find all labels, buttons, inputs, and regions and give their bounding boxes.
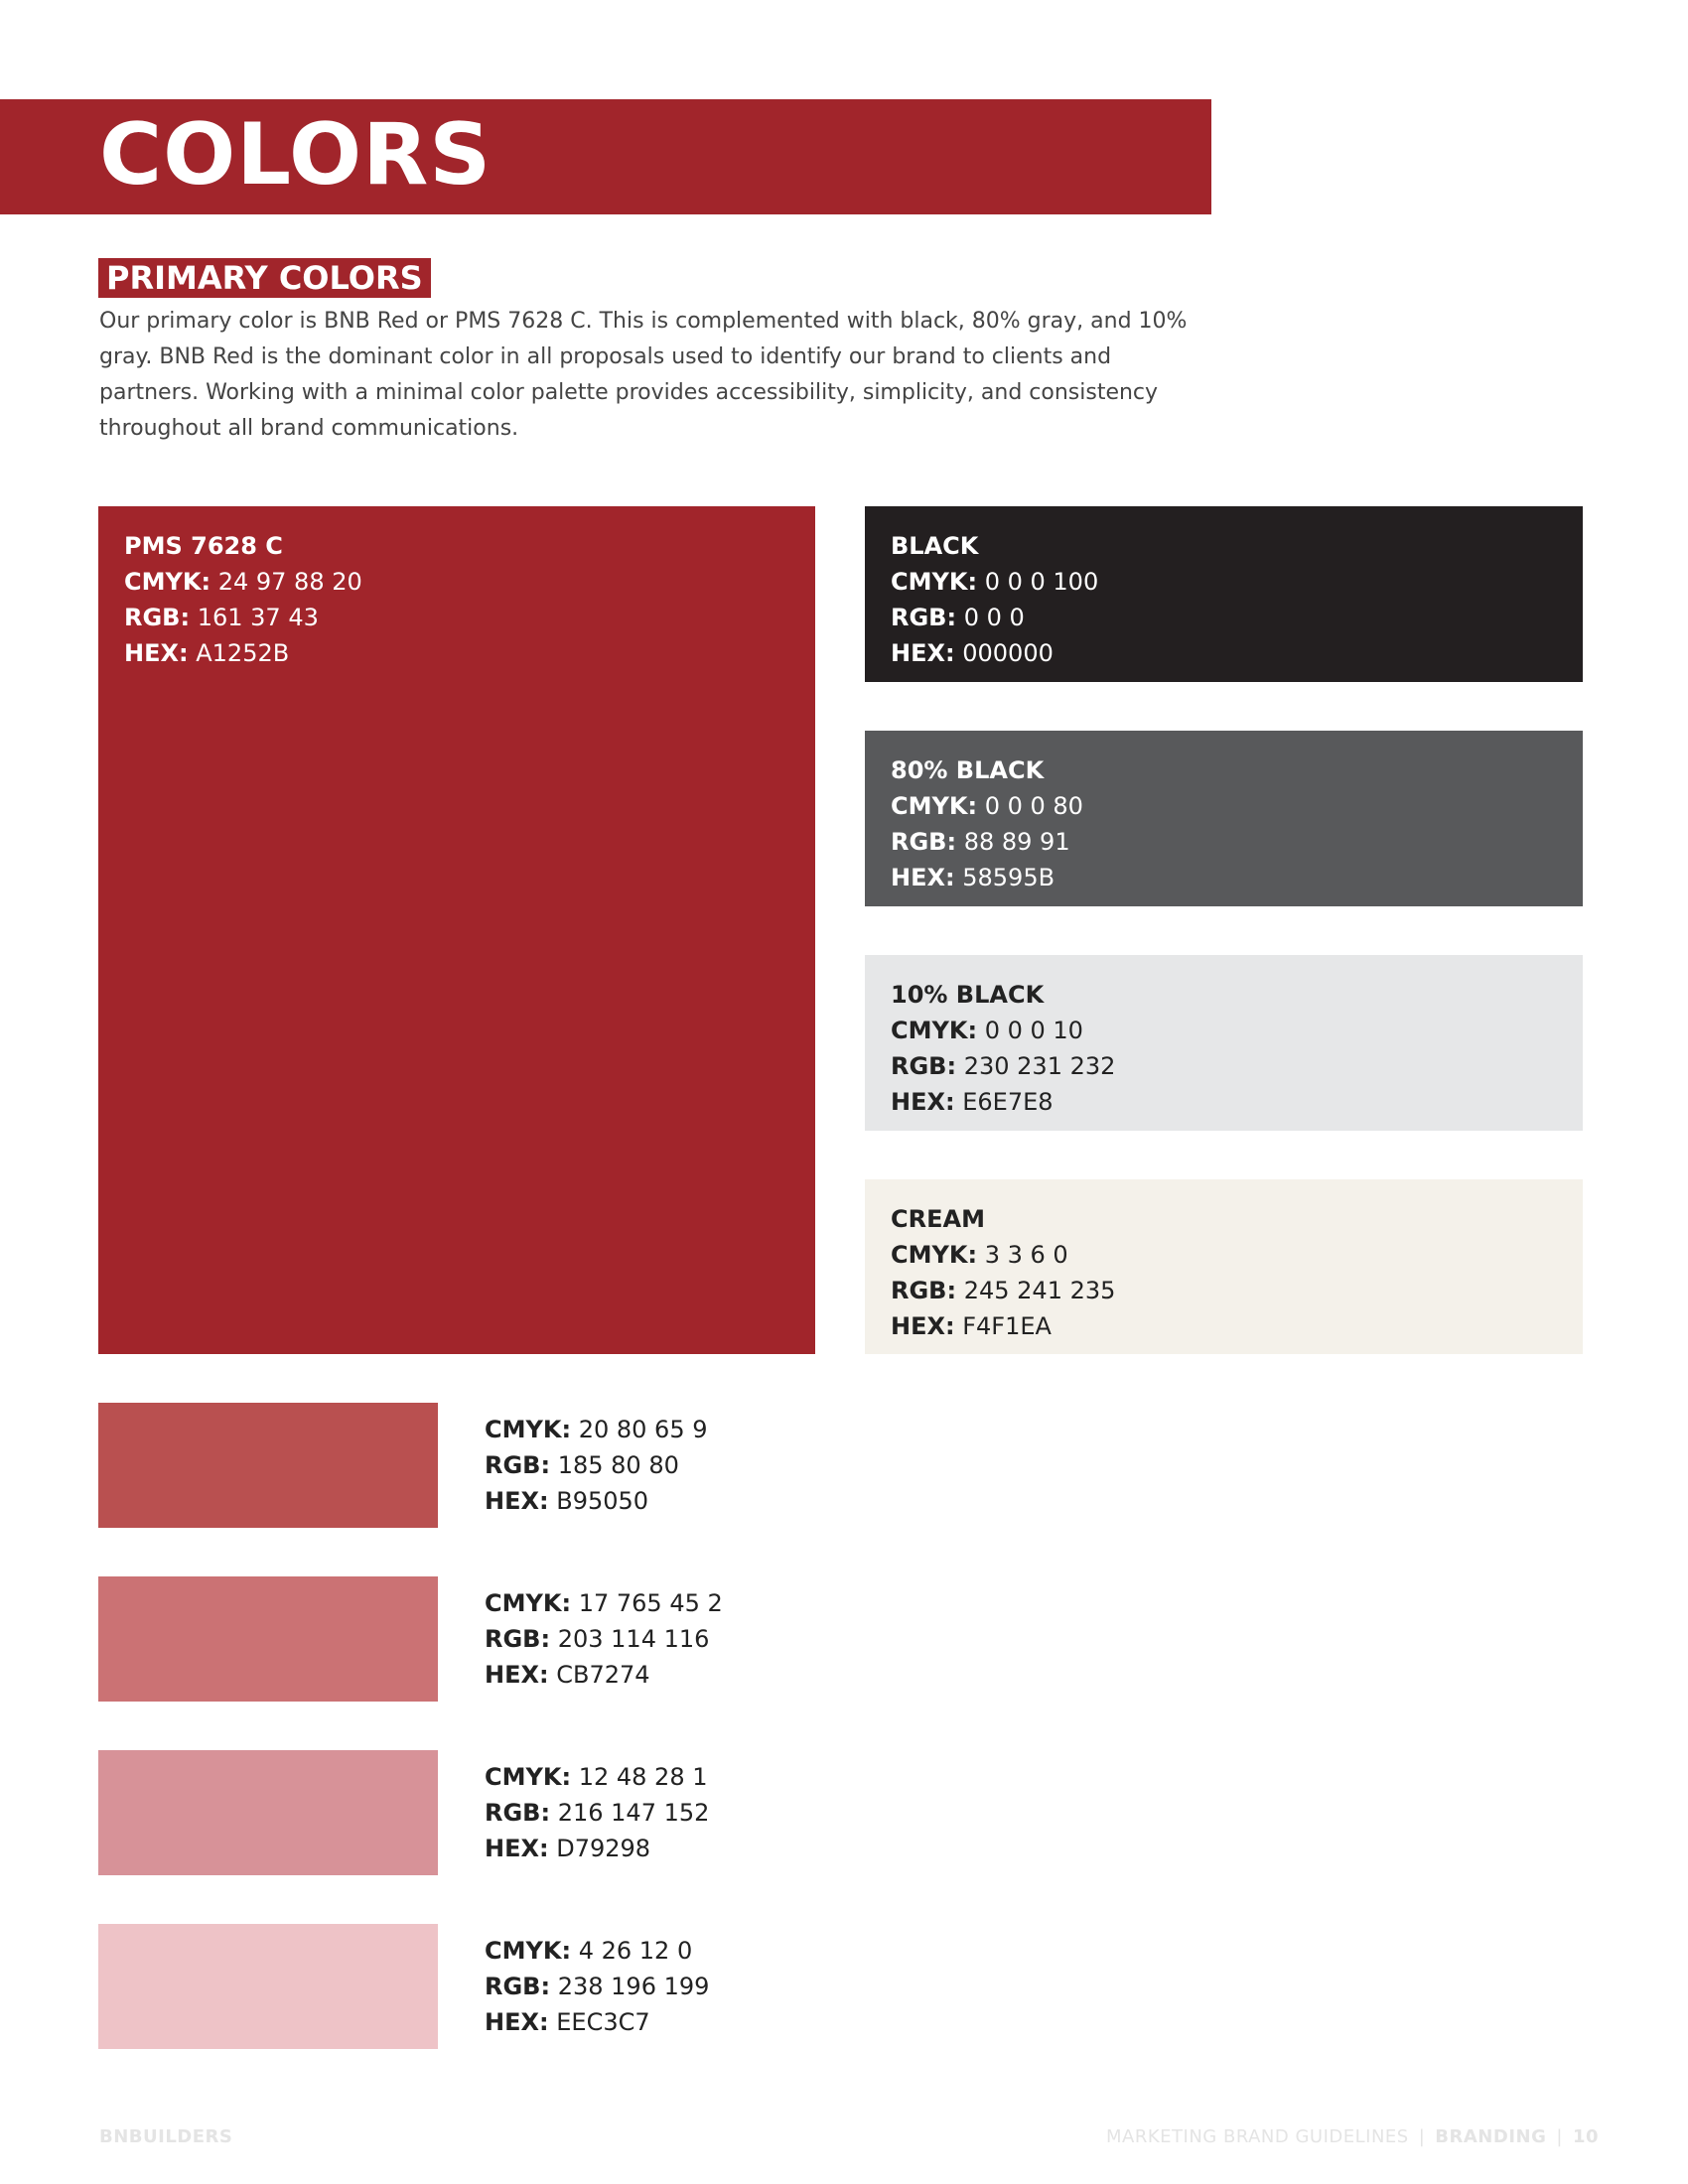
cmyk-value: 20 80 65 9 bbox=[578, 1416, 708, 1443]
swatch-name: PMS 7628 C bbox=[124, 532, 283, 560]
swatch-name: 10% BLACK bbox=[891, 981, 1045, 1009]
hex-label: HEX: bbox=[891, 1088, 955, 1116]
footer-section: BRANDING bbox=[1435, 2126, 1547, 2147]
footer-separator: | bbox=[1556, 2126, 1563, 2147]
footer-guide-title: MARKETING BRAND GUIDELINES bbox=[1106, 2126, 1409, 2147]
hex-value: D79298 bbox=[556, 1835, 651, 1862]
rgb-value: 203 114 116 bbox=[557, 1625, 710, 1653]
hex-label: HEX: bbox=[485, 1835, 549, 1862]
hex-value: F4F1EA bbox=[962, 1312, 1052, 1340]
hex-value: B95050 bbox=[556, 1487, 649, 1515]
rgb-value: 230 231 232 bbox=[963, 1052, 1116, 1080]
cmyk-label: CMYK: bbox=[891, 568, 978, 596]
cmyk-label: CMYK: bbox=[485, 1937, 572, 1965]
page-number: 10 bbox=[1572, 2126, 1599, 2147]
cmyk-value: 0 0 0 80 bbox=[984, 792, 1083, 820]
hex-label: HEX: bbox=[891, 639, 955, 667]
tint-swatch-1 bbox=[98, 1403, 438, 1528]
hex-label: HEX: bbox=[891, 1312, 955, 1340]
hex-value: 58595B bbox=[962, 864, 1055, 891]
rgb-label: RGB: bbox=[485, 1625, 551, 1653]
cmyk-value: 4 26 12 0 bbox=[578, 1937, 693, 1965]
cmyk-label: CMYK: bbox=[124, 568, 211, 596]
hex-label: HEX: bbox=[485, 2008, 549, 2036]
rgb-label: RGB: bbox=[485, 1799, 551, 1827]
hex-label: HEX: bbox=[891, 864, 955, 891]
hex-label: HEX: bbox=[485, 1661, 549, 1689]
hex-value: E6E7E8 bbox=[962, 1088, 1054, 1116]
primary-swatch bbox=[98, 506, 815, 1354]
tint-info-2 bbox=[485, 1585, 723, 1693]
cmyk-label: CMYK: bbox=[485, 1416, 572, 1443]
rgb-label: RGB: bbox=[891, 1277, 957, 1304]
swatch-name: 80% BLACK bbox=[891, 756, 1045, 784]
rgb-value: 238 196 199 bbox=[557, 1973, 710, 2000]
rgb-label: RGB: bbox=[891, 1052, 957, 1080]
rgb-value: 88 89 91 bbox=[963, 828, 1070, 856]
rgb-value: 185 80 80 bbox=[557, 1451, 679, 1479]
swatch-10-black bbox=[865, 955, 1583, 1131]
rgb-label: RGB: bbox=[891, 828, 957, 856]
hex-value: A1252B bbox=[196, 639, 290, 667]
swatch-cream bbox=[865, 1179, 1583, 1354]
swatch-name: CREAM bbox=[891, 1205, 985, 1233]
rgb-value: 245 241 235 bbox=[963, 1277, 1116, 1304]
rgb-label: RGB: bbox=[124, 604, 191, 631]
hex-value: CB7274 bbox=[556, 1661, 650, 1689]
tint-swatch-2 bbox=[98, 1576, 438, 1702]
hex-label: HEX: bbox=[485, 1487, 549, 1515]
footer-page-info bbox=[1106, 2126, 1599, 2147]
tint-swatch-4 bbox=[98, 1924, 438, 2049]
cmyk-label: CMYK: bbox=[891, 792, 978, 820]
cmyk-label: CMYK: bbox=[891, 1017, 978, 1044]
rgb-value: 0 0 0 bbox=[963, 604, 1025, 631]
hex-label: HEX: bbox=[124, 639, 189, 667]
rgb-value: 216 147 152 bbox=[557, 1799, 710, 1827]
cmyk-label: CMYK: bbox=[485, 1763, 572, 1791]
rgb-value: 161 37 43 bbox=[197, 604, 319, 631]
tint-info-1 bbox=[485, 1412, 708, 1519]
cmyk-value: 0 0 0 10 bbox=[984, 1017, 1083, 1044]
rgb-label: RGB: bbox=[485, 1451, 551, 1479]
cmyk-value: 3 3 6 0 bbox=[984, 1241, 1068, 1269]
cmyk-value: 24 97 88 20 bbox=[217, 568, 362, 596]
hex-value: EEC3C7 bbox=[556, 2008, 650, 2036]
tint-info-3 bbox=[485, 1759, 709, 1866]
rgb-label: RGB: bbox=[485, 1973, 551, 2000]
intro-paragraph: Our primary color is BNB Red or PMS 7628 C. This is complemented with black, 80% gray, and 10% gray. BNB Red is the dominant color in all proposals used to identify our brand to clients and partners. Working with a minimal color palette provides accessibility, simplicity, and consistency throughout all brand communications. bbox=[99, 309, 1188, 441]
cmyk-value: 17 765 45 2 bbox=[578, 1589, 723, 1617]
footer-separator: | bbox=[1418, 2126, 1426, 2147]
swatch-black bbox=[865, 506, 1583, 682]
cmyk-value: 12 48 28 1 bbox=[578, 1763, 708, 1791]
footer-company: BNBUILDERS bbox=[99, 2126, 233, 2147]
hex-value: 000000 bbox=[962, 639, 1054, 667]
swatch-80-black bbox=[865, 731, 1583, 906]
page-title: COLORS bbox=[99, 105, 492, 205]
tint-swatch-3 bbox=[98, 1750, 438, 1875]
section-heading: PRIMARY COLORS bbox=[98, 258, 431, 298]
cmyk-label: CMYK: bbox=[891, 1241, 978, 1269]
rgb-label: RGB: bbox=[891, 604, 957, 631]
cmyk-label: CMYK: bbox=[485, 1589, 572, 1617]
tint-info-4 bbox=[485, 1933, 709, 2040]
swatch-name: BLACK bbox=[891, 532, 979, 560]
cmyk-value: 0 0 0 100 bbox=[984, 568, 1099, 596]
